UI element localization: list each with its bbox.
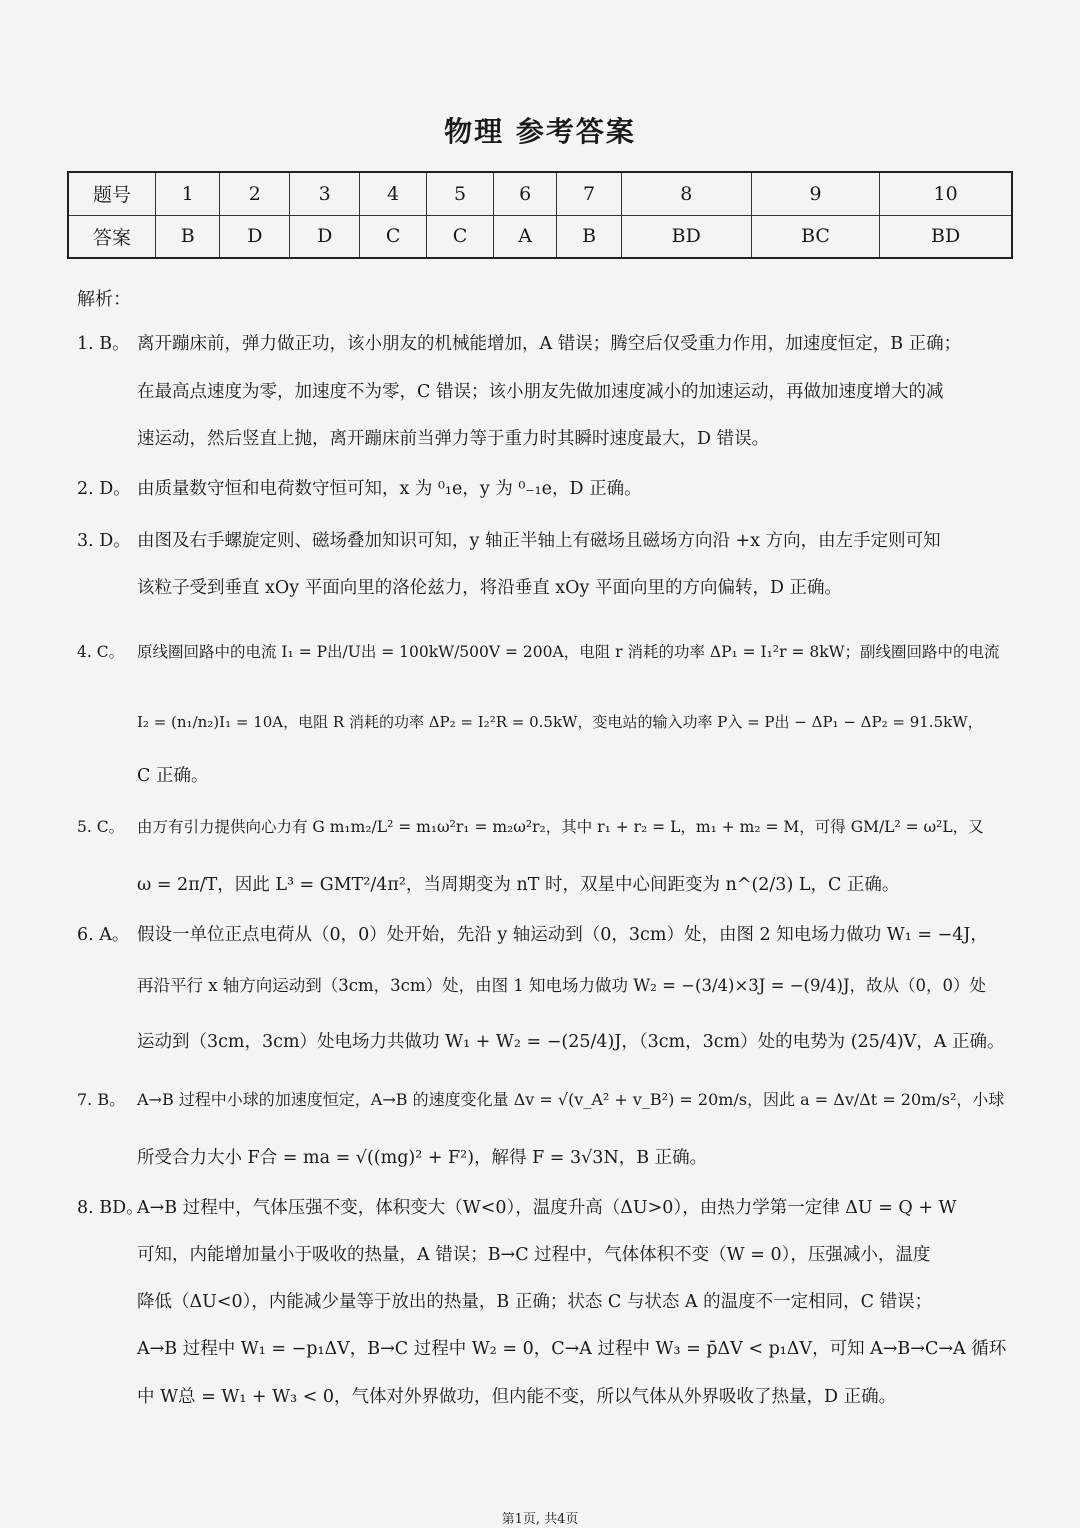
item-number: 8. BD。 (77, 1198, 144, 1218)
item-text: A→B 过程中小球的加速度恒定，A→B 的速度变化量 Δv = √(v_A² + v_B²) = 20m/s，因此 a = Δv/Δt = 20m/s²，小球 (137, 1090, 1005, 1109)
page-title: 物理 参考答案 (444, 115, 636, 148)
analysis-line (137, 1146, 707, 1170)
analysis-line (77, 640, 1000, 664)
item-text: 假设一单位正点电荷从（0，0）处开始，先沿 y 轴运动到（0，3cm）处，由图 2 知电场力做功 W₁ = −4J， (137, 925, 988, 945)
analysis-line (137, 380, 943, 404)
answer-cell: BC (751, 215, 880, 258)
question-number: 8 (621, 172, 751, 215)
answer-cell: B (557, 215, 621, 258)
item-text: 原线圈回路中的电流 I₁ = P出/U出 = 100kW/500V = 200A，电阻 r 消耗的功率 ΔP₁ = I₁²r = 8kW；副线圈回路中的电流 (137, 643, 1000, 661)
item-number: 2. D。 (77, 479, 131, 499)
analysis-label: 解析： (77, 289, 131, 310)
answer-cell: BD (880, 215, 1012, 258)
item-number: 4. C。 (77, 643, 125, 661)
analysis-line (137, 1290, 932, 1314)
question-number: 6 (493, 172, 556, 215)
item-text: 降低（ΔU<0），内能减少量等于放出的热量，B 正确；状态 C 与状态 A 的温度不一定相同，C 错误； (137, 1292, 933, 1312)
analysis-line (137, 1030, 1005, 1054)
analysis-line (137, 427, 769, 451)
item-text: 在最高点速度为零，加速度不为零，C 错误；该小朋友先做加速度减小的加速运动，再做加速度增大的减 (137, 382, 944, 402)
analysis-line (77, 332, 961, 356)
analysis-line (137, 576, 842, 600)
analysis-line (137, 1385, 896, 1409)
question-number: 7 (557, 172, 621, 215)
analysis-line (137, 764, 208, 788)
answer-cell: A (493, 215, 556, 258)
answer-cell: BD (621, 215, 751, 258)
item-text: 可知，内能增加量小于吸收的热量，A 错误；B→C 过程中，气体体积不变（W = 0），压强减小，温度 (137, 1245, 931, 1265)
item-text: 中 W总 = W₁ + W₃ < 0，气体对外界做功，但内能不变，所以气体从外界吸收了热量，D 正确。 (137, 1387, 897, 1407)
item-text: 由图及右手螺旋定则、磁场叠加知识可知，y 轴正半轴上有磁场且磁场方向沿 +x 方向，由左手定则可知 (137, 531, 941, 551)
question-number: 10 (880, 172, 1012, 215)
item-number: 6. A。 (77, 925, 130, 945)
answer-cell: C (360, 215, 427, 258)
item-number: 7. B。 (77, 1090, 126, 1109)
question-number: 4 (360, 172, 427, 215)
analysis-line (137, 1243, 930, 1267)
item-number: 1. B。 (77, 334, 130, 354)
table-row-numbers (68, 172, 1012, 215)
item-text: 速运动，然后竖直上抛，离开蹦床前当弹力等于重力时其瞬时速度最大，D 错误。 (137, 429, 770, 449)
item-text: 再沿平行 x 轴方向运动到（3cm，3cm）处，由图 1 知电场力做功 W₂ = −(3/4)×3J = −(9/4)J，故从（0，0）处 (137, 976, 987, 995)
item-text: I₂ = (n₁/n₂)I₁ = 10A，电阻 R 消耗的功率 ΔP₂ = I₂²R = 0.5kW，变电站的输入功率 P入 = P出 − ΔP₁ − ΔP₂ = 91.5kW， (137, 713, 983, 731)
question-number: 9 (751, 172, 880, 215)
answer-label: 答案 (68, 215, 156, 258)
analysis-line (137, 710, 983, 734)
item-text: A→B 过程中，气体压强不变，体积变大（W<0），温度升高（ΔU>0），由热力学第一定律 ΔU = Q + W (137, 1198, 957, 1218)
answer-table (67, 171, 1013, 259)
item-text: 由质量数守恒和电荷数守恒可知，x 为 ⁰₁e，y 为 ⁰₋₁e，D 正确。 (137, 479, 642, 499)
analysis-line (77, 529, 941, 553)
analysis-line (137, 873, 899, 897)
question-number: 3 (290, 172, 360, 215)
analysis-line (77, 1196, 957, 1220)
item-text: 该粒子受到垂直 xOy 平面向里的洛伦兹力，将沿垂直 xOy 平面向里的方向偏转，D 正确。 (137, 578, 843, 598)
item-number: 5. C。 (77, 818, 125, 836)
question-number: 2 (220, 172, 290, 215)
item-number: 3. D。 (77, 531, 131, 551)
analysis-line (137, 974, 986, 998)
table-row-answers (68, 215, 1012, 258)
header-label: 题号 (68, 172, 156, 215)
analysis-line (137, 1337, 1006, 1361)
item-text: C 正确。 (137, 766, 209, 786)
item-text: A→B 过程中 W₁ = −p₁ΔV，B→C 过程中 W₂ = 0，C→A 过程中 W₃ = p̄ΔV < p₁ΔV，可知 A→B→C→A 循环 (137, 1339, 1007, 1359)
analysis-line (77, 815, 984, 839)
item-text: 运动到（3cm，3cm）处电场力共做功 W₁ + W₂ = −(25/4)J，（3cm，3cm）处的电势为 (25/4)V，A 正确。 (137, 1032, 1005, 1052)
question-number: 1 (156, 172, 220, 215)
answer-cell: B (156, 215, 220, 258)
page-footer: 第1页, 共4页 (501, 1512, 579, 1527)
answer-cell: C (427, 215, 494, 258)
analysis-line (77, 1088, 1004, 1112)
answer-cell: D (290, 215, 360, 258)
item-text: ω = 2π/T，因此 L³ = GMT²/4π²，当周期变为 nT 时，双星中心间距变为 n^(2/3) L，C 正确。 (137, 875, 900, 895)
question-number: 5 (427, 172, 494, 215)
item-text: 离开蹦床前，弹力做正功，该小朋友的机械能增加，A 错误；腾空后仅受重力作用，加速度恒定，B 正确； (137, 334, 962, 354)
analysis-line (77, 923, 988, 947)
analysis-line (77, 477, 642, 501)
answer-cell: D (220, 215, 290, 258)
item-text: 所受合力大小 F合 = ma = √((mg)² + F²)，解得 F = 3√3N，B 正确。 (137, 1148, 708, 1168)
item-text: 由万有引力提供向心力有 G m₁m₂/L² = m₁ω²r₁ = m₂ω²r₂，其中 r₁ + r₂ = L，m₁ + m₂ = M，可得 GM/L² = ω²L，又 (137, 818, 984, 836)
